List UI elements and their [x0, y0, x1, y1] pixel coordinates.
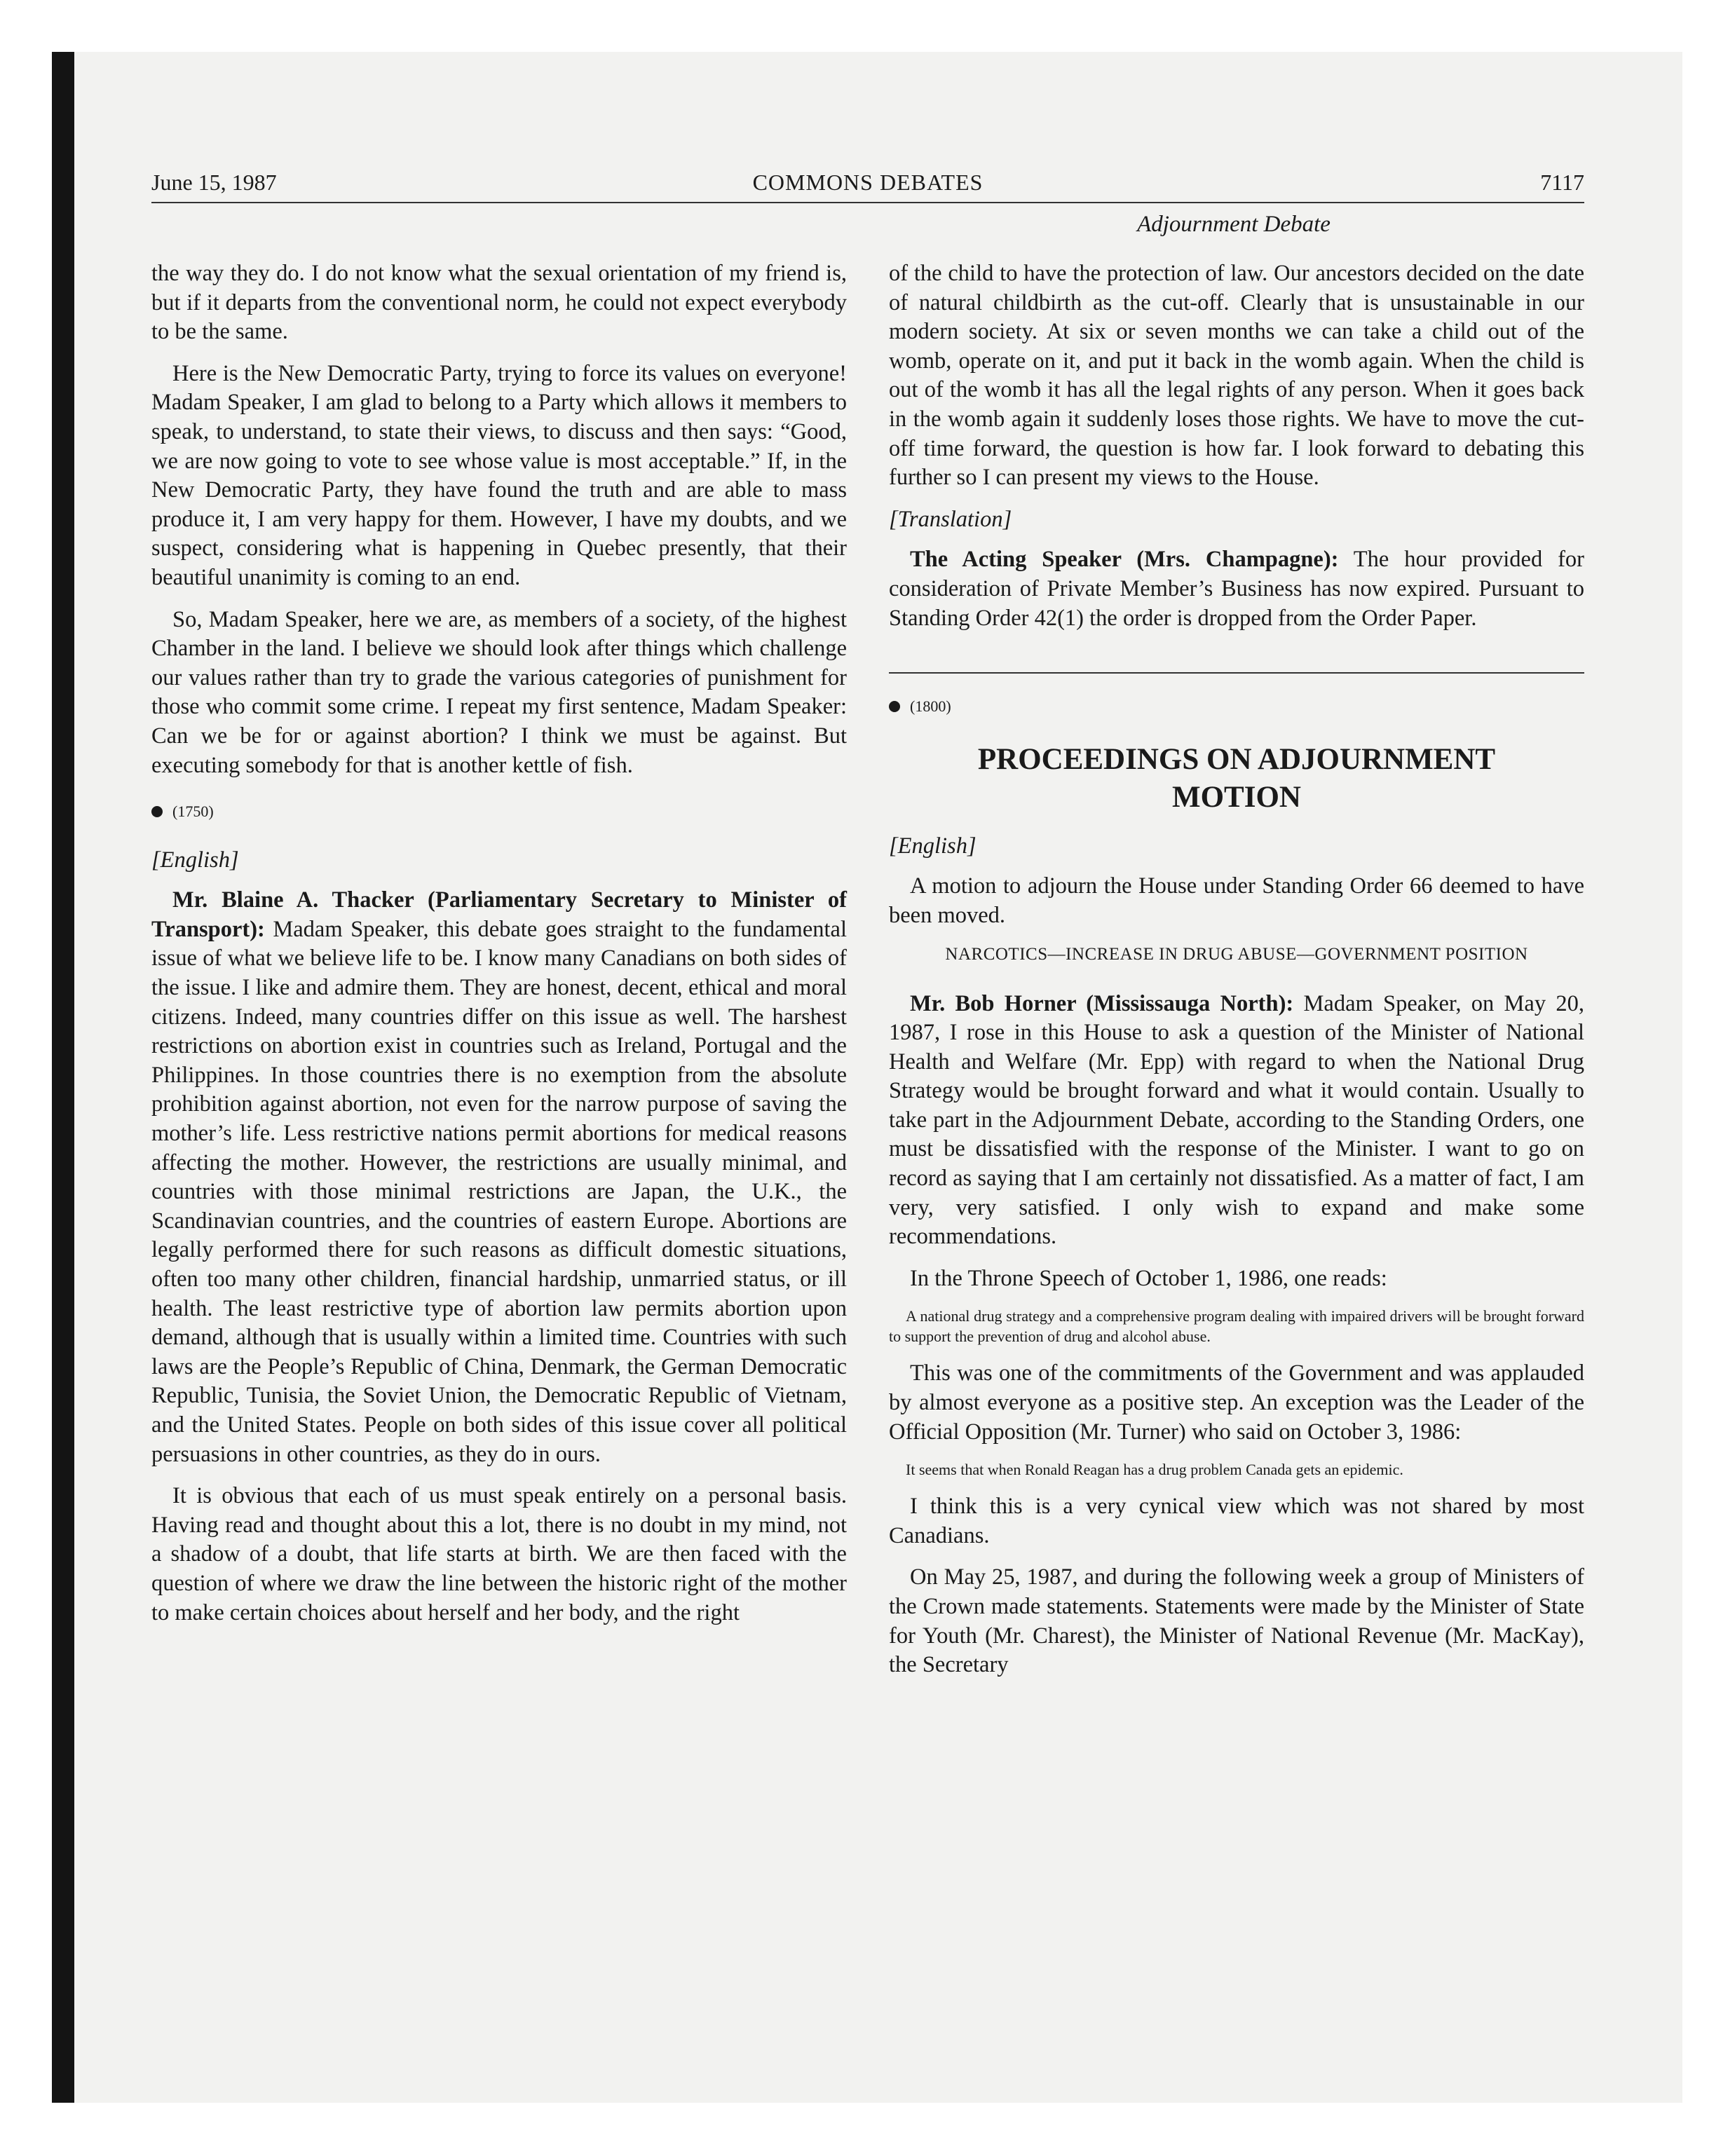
speech-paragraph [889, 990, 1584, 1252]
paragraph: So, Madam Speaker, here we are, as members of a society, of the highest Chamber in the land. I believe we should look after things which challenge our values rather than try to grade the various categories of punishment for those who commit some crime. I repeat my first sentence, Madam Speaker: Can we be for or against abortion? I think we must be against. But executing somebody for that is another kettle of fish. [151, 606, 847, 778]
proceedings-title: PROCEEDINGS ON ADJOURNMENT MOTION [977, 742, 1496, 814]
block-quote: It seems that when Ronald Reagan has a drug problem Canada gets an epidemic. [906, 1461, 1403, 1479]
paragraph: This was one of the commitments of the Government and was applauded by almost everyone as a positive step. An exception was the Leader of the Official Opposition (Mr. Turner) who said on October 3, 1986: [889, 1360, 1584, 1445]
time-marker [889, 692, 1584, 721]
section-divider [889, 672, 1584, 674]
paragraph: Here is the New Democratic Party, trying to force its values on everyone! Madam Speaker, I am glad to belong to a Party which allows it members to speak, to understand, to state their views, to discuss and then says: “Good, we are now going to vote to see whose value is most acceptable.” If, in the New Democratic Party, they have found the truth and are able to mass produce it, I am very happy for them. However, I have my doubts, and we suspect, considering what is happening in Quebec presently, that their beautiful unanimity is coming to an end. [151, 360, 847, 590]
paragraph: It is obvious that each of us must speak entirely on a personal basis. Having read and thought about this a lot, there is no doubt in my mind, not a shadow of a doubt, that life starts at birth. We are then faced with the question of where we draw the line between the historic right of the mother to make certain choices about herself and her body, and the right [151, 1483, 847, 1625]
speech-paragraph [889, 545, 1584, 633]
header-title: COMMONS DEBATES [752, 170, 984, 195]
speech-text: The hour provided for consideration of Private Member’s Business has now expired. Pursuant to Standing Order 42(1) the order is dropped from the Order Paper. [889, 547, 1584, 631]
paragraph: the way they do. I do not know what the sexual orientation of my friend is, but if it departs from the conventional norm, he could not expect everybody to be the same. [151, 261, 847, 345]
speaker-name: Mr. Bob Horner (Mississauga North): [910, 990, 1294, 1016]
paragraph: On May 25, 1987, and during the following week a group of Ministers of the Crown made statements. Statements were made by the Minister of State for Youth (Mr. Charest), the Minister of National Revenue (Mr. MacKay), the Secretary [889, 1564, 1584, 1678]
speech-paragraph [151, 886, 847, 1469]
time-marker-text: (1750) [172, 803, 214, 821]
paragraph: In the Throne Speech of October 1, 1986, one reads: [910, 1265, 1387, 1291]
left-column [151, 259, 847, 1640]
bullet-dot-icon [151, 806, 163, 817]
language-note: [English] [151, 847, 239, 873]
paragraph: I think this is a very cynical view which was not shared by most Canadians. [889, 1494, 1584, 1548]
scan-edge-bar [52, 52, 74, 2103]
time-marker [151, 797, 847, 826]
subheading: NARCOTICS—INCREASE IN DRUG ABUSE—GOVERNMENT POSITION [945, 944, 1528, 964]
header-page-number: 7117 [1540, 170, 1584, 195]
speaker-name: The Acting Speaker (Mrs. Champagne): [910, 547, 1339, 573]
speaker-name: Mr. Blaine A. Thacker (Parliamentary Secretary to Minister of Transport): [151, 887, 847, 942]
language-note: [English] [889, 833, 977, 859]
section-label: Adjournment Debate [1137, 212, 1331, 237]
speech-text: Madam Speaker, this debate goes straight to the fundamental issue of what we believe life to be. I know many Canadians on both sides of the issue. I like and admire them. They are honest, decent, ethical and moral citizens. Indeed, many countries differ on this issue as well. The harshest restrictions on abortion exist in countries such as Ireland, Portugal and the Philippines. In those countries there is no exemption from the absolute prohibition against abortion, not even for the narrow purpose of saving the mother’s life. Less restrictive nations permit abortions for medical reasons affecting the mother. However, the restrictions are usually minimal, and countries with those minimal restrictions are Japan, the U.K., the Scandinavian countries, and the countries of eastern Europe. Abortions are legally performed there for such reasons as difficult domestic situations, often too many other children, financial hardship, unmarried status, or ill health. The least restrictive type of abortion law permits abortion upon demand, although that is usually within a limited time. Countries with such laws are the People’s Republic of China, Denmark, the German Democratic Republic, Tunisia, the Soviet Union, the Democratic Republic of Vietnam, and the United States. People on both sides of this issue cover all political persuasions in other countries, as they do in ours. [151, 916, 847, 1467]
right-column [889, 259, 1584, 1693]
speech-text: Madam Speaker, on May 20, 1987, I rose in this House to ask a question of the Minister of National Health and Welfare (Mr. Epp) with regard to when the National Drug Strategy would be brought forward and what it would contain. Usually to take part in the Adjournment Debate, according to the Standing Orders, one must be dissatisfied with the response of the Minister. I want to go on record as saying that I am certainly not dissatisfied. As a matter of fact, I am very, very satisfied. I only wish to expand and make some recommendations. [889, 990, 1584, 1250]
paragraph: A motion to adjourn the House under Standing Order 66 deemed to have been moved. [889, 873, 1584, 928]
header-date: June 15, 1987 [151, 170, 277, 195]
bullet-dot-icon [889, 701, 900, 712]
block-quote: A national drug strategy and a comprehensive program dealing with impaired drivers will be brought forward to support the prevention of drug and alcohol abuse. [889, 1307, 1584, 1346]
time-marker-text: (1800) [910, 697, 951, 716]
document-page [151, 168, 1584, 1678]
language-note: [Translation] [889, 506, 1012, 532]
paragraph: of the child to have the protection of law. Our ancestors decided on the date of natural childbirth as the cut-off. Clearly that is unsustainable in our modern society. At six or seven months we can take a child out of the womb, operate on it, and put it back in the womb again. When the child is out of the womb it has all the legal rights of any person. When it goes back in the womb again it suddenly loses those rights. We have to move the cut-off time forward, the question is how far. I look forward to debating this further so I can present my views to the House. [889, 261, 1584, 491]
running-header [151, 168, 1584, 203]
